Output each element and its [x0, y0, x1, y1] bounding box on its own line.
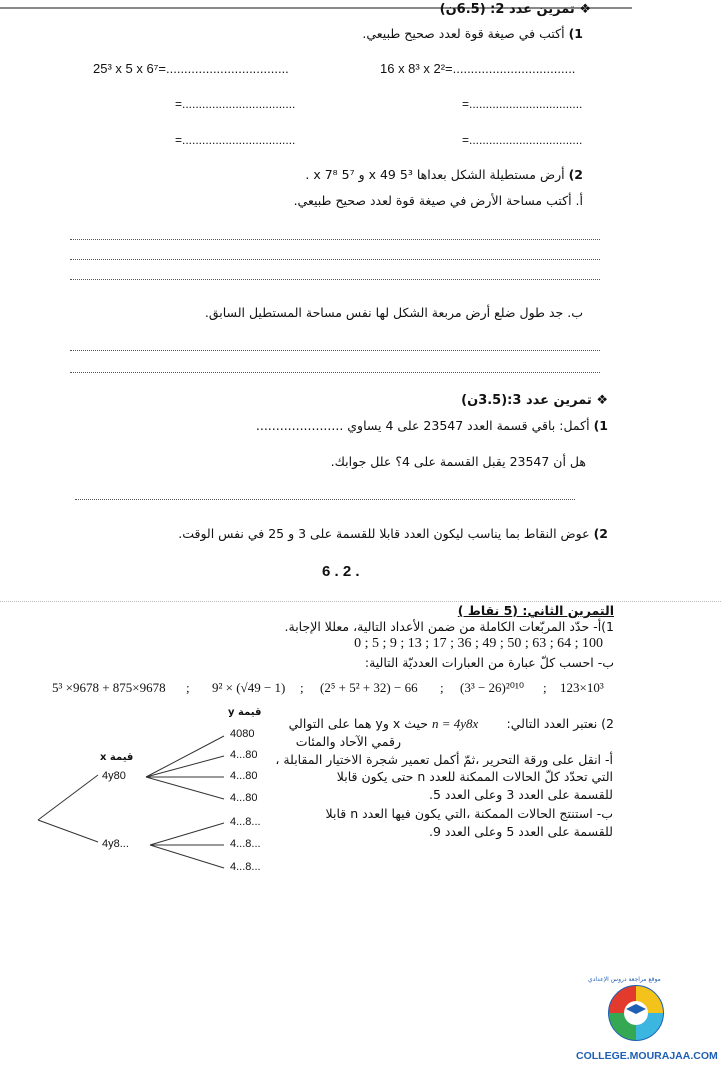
exs-q2a-line2: التي تحدّد كلّ الحالات الممكنة للعدد n حتى يكون قابلا [336, 769, 613, 784]
exs-expr1: 5³ ×9678 + 875×9678 [52, 680, 166, 695]
tree-node-bottom: 4y8... [102, 838, 129, 850]
ex2-q2b-text: جد طول ضلع أرض مربعة الشكل لها نفس مساحة المستطيل السابق. [204, 305, 564, 320]
tree-y-header: قيمة y [228, 707, 262, 718]
ex3-q1 [256, 418, 608, 433]
answer-line [70, 259, 600, 260]
ex2-title-text: تمرين عدد 2: (6.5ن) [439, 2, 575, 17]
ex2-title [440, 2, 591, 17]
exs-expr5: 123×10³ [560, 680, 604, 695]
ex2-q2b-label: ب. [567, 305, 583, 320]
ex2-q2a [294, 193, 583, 208]
tree-branch [150, 845, 224, 868]
ex2-eq-line-left-2: =.................................. [175, 133, 296, 147]
exs-sep: ; [543, 680, 547, 695]
exs-q2-where2: رقمي الآحاد والمئات [295, 734, 401, 749]
ex2-expr-right: 16 x 8³ x 2²=.................................. [380, 61, 576, 76]
exs-expr3: (2⁵ + 5² + 32) − 66 [320, 680, 418, 695]
ex2-q2-text: أرض مستطيلة الشكل بعداها 5³ x 49 و 5⁷ x 7⁸ . [305, 167, 565, 182]
logo-ring-text: موقع مراجعة دروس الإعدادي [588, 976, 661, 983]
answer-line [70, 372, 600, 373]
exs-sep: ; [300, 680, 304, 695]
tree-branch [38, 775, 98, 820]
answer-line [70, 279, 600, 280]
ex2-q2a-text: أكتب مساحة الأرض في صيغة قوة لعدد صحيح طبيعي. [293, 193, 572, 208]
section-separator [0, 601, 721, 602]
exs-expr2: 9² × (√49 − 1) [212, 680, 286, 695]
ex3-bullet: ❖ [596, 393, 608, 408]
ex2-eq-line-right-2: =.................................. [462, 133, 583, 147]
ex3-q1-text: أكمل: باقي قسمة العدد 23547 على 4 يساوي ...................... [255, 418, 590, 433]
exs-q1b: ب- احسب كلّ عبارة من العبارات العدديّة التالية: [364, 655, 614, 670]
exs-q2a-line3: للقسمة على العدد 3 وعلى العدد 5. [428, 787, 613, 802]
ex2-q1 [362, 26, 583, 41]
exs-q2-formula: n = 4y8x [432, 716, 479, 731]
exs-q2b-line1: ب- استنتج الحالات الممكنة ،التي يكون فيها العدد n قابلا [325, 806, 613, 821]
exs-numbers-line: 0 ; 5 ; 9 ; 13 ; 17 ; 36 ; 49 ; 50 ; 63 ; 64 ; 100 [354, 636, 603, 651]
section-marker: 6 . 2 . [322, 563, 360, 580]
tree-leaf: 4...8... [230, 861, 261, 873]
exs-q2-intro: 2) نعتبر العدد التالي: [506, 716, 614, 731]
tree-leaf: 4...8... [230, 816, 261, 828]
ex3-title [461, 393, 608, 408]
exs-sep: ; [186, 680, 190, 695]
tree-branch [150, 823, 224, 845]
exs-q2-where: حيث x وy هما على التوالي [288, 716, 428, 731]
ex2-eq-line-right-1: =.................................. [462, 97, 583, 111]
tree-leaf: 4...8... [230, 838, 261, 850]
ex2-bullet: ❖ [579, 2, 591, 17]
tree-leaf: 4080 [230, 728, 255, 740]
exs-title: التمرين الثاني: (5 نقاط ) [457, 603, 614, 618]
tree-branch [38, 820, 98, 842]
tree-x-header: قيمة x [100, 752, 134, 763]
ex2-q2 [305, 167, 583, 182]
exs-q2a-line1: أ- انقل على ورقة التحرير ،ثمّ أكمل تعمير شجرة الاختيار المقابلة ، [275, 752, 613, 767]
tree-leaf: 4...80 [230, 792, 258, 804]
ex3-q2 [178, 526, 608, 541]
ex3-title-text: تمرين عدد 3:(3.5ن) [461, 393, 592, 408]
ex2-eq-line-left-1: =.................................. [175, 97, 296, 111]
ex3-q2-num: 2) [593, 526, 608, 541]
ex3-q2-text: عوض النقاط بما يناسب ليكون العدد قابلا للقسمة على 3 و 25 في نفس الوقت. [178, 526, 590, 541]
tree-leaf: 4...80 [230, 749, 258, 761]
tree-node-top: 4y80 [102, 770, 126, 782]
ex2-q1-text: أكتب في صيغة قوة لعدد صحيح طبيعي. [362, 26, 565, 41]
exs-q1: 1)أ- حدّد المربّعات الكاملة من ضمن الأعداد التالية، معللا الإجابة. [284, 619, 614, 634]
tree-branch [146, 777, 224, 799]
ex2-q2a-label: أ. [575, 193, 583, 208]
answer-line [70, 350, 600, 351]
ex2-q2b [205, 305, 583, 320]
logo-emblem [600, 975, 672, 1047]
answer-line [70, 239, 600, 240]
tree-leaf: 4...80 [230, 770, 258, 782]
ex3-q1b: هل أن 23547 يقبل القسمة على 4؟ علل جوابك. [330, 454, 586, 469]
ex3-q1-num: 1) [593, 418, 608, 433]
exs-expr4: (3³ − 26)²⁰¹⁰ [460, 680, 525, 695]
site-logo [600, 975, 672, 1047]
logo-caption[interactable]: COLLEGE.MOURAJAA.COM [576, 1050, 718, 1062]
ex2-q2-num: 2) [568, 167, 583, 182]
exs-sep: ; [440, 680, 444, 695]
answer-line [75, 499, 575, 500]
exs-q2b-line2: للقسمة على العدد 5 وعلى العدد 9. [428, 824, 613, 839]
tree-branch [146, 736, 224, 777]
ex2-expr-left: 25³ x 5 x 6⁷=.................................. [93, 61, 289, 76]
tree-branch [146, 756, 224, 777]
ex2-q1-num: 1) [568, 26, 583, 41]
